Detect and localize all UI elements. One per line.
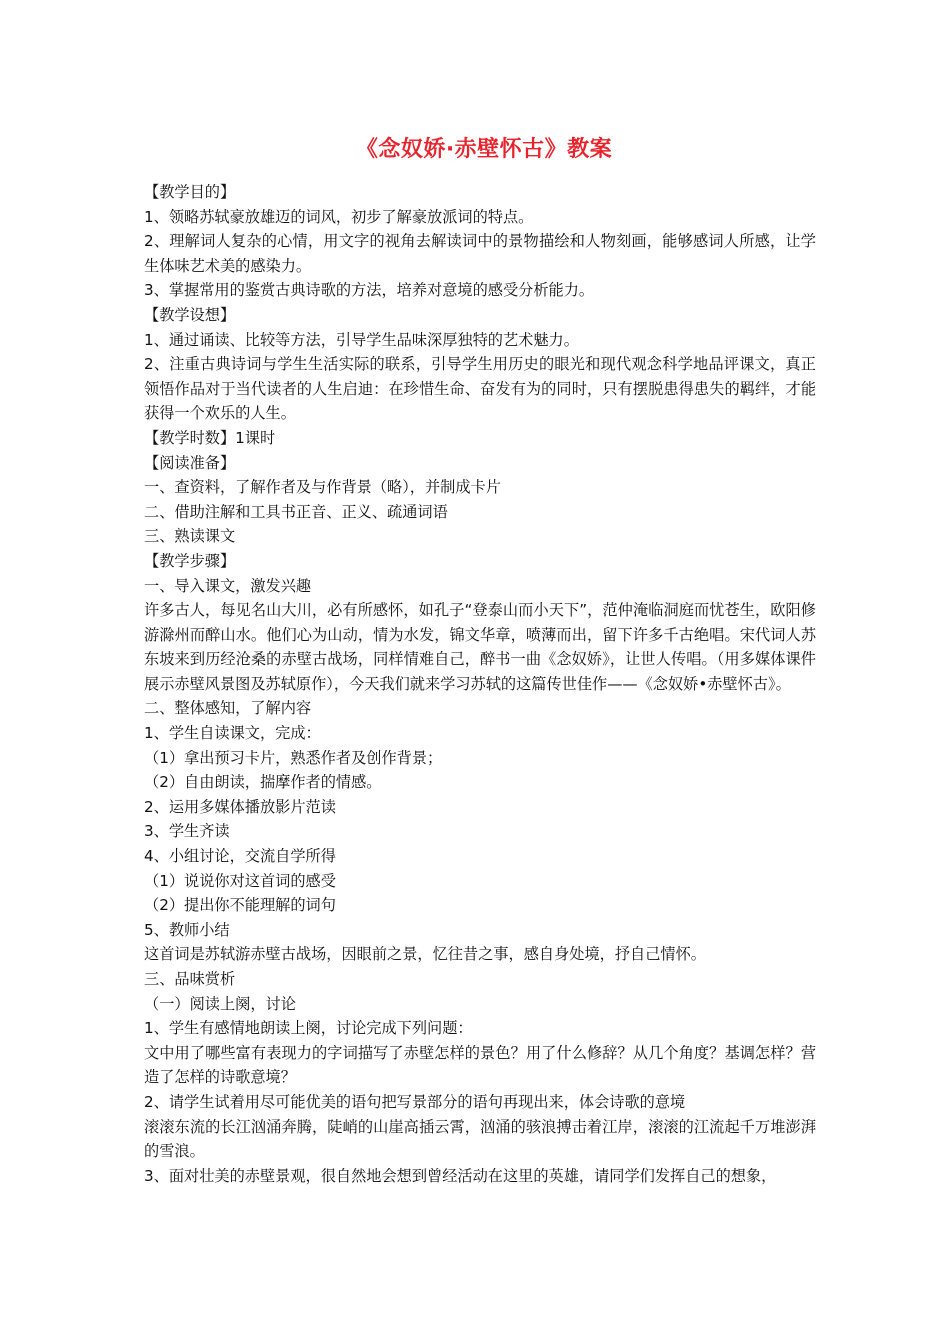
paragraph: 一、导入课文，激发兴趣 xyxy=(144,576,312,595)
paragraph: 滚滚东流的长江汹涌奔腾，陡峭的山崖高插云霄，汹涌的骇浪搏击着江岸，滚滚的江流起千万堆澎湃的雪浪。 xyxy=(144,1117,816,1161)
paragraph: 3、掌握常用的鉴赏古典诗歌的方法，培养对意境的感受分析能力。 xyxy=(144,281,595,300)
paragraph: 二、整体感知，了解内容 xyxy=(144,699,312,718)
paragraph: 3、学生齐读 xyxy=(144,822,230,841)
paragraph: 这首词是苏轼游赤壁古战场，因眼前之景，忆往昔之事，感自身处境，抒自己情怀。 xyxy=(144,945,706,964)
paragraph: 许多古人，每见名山大川，必有所感怀，如孔子“登泰山而小天下”，范仲淹临洞庭而忧苍生，欧阳修游滁州而醉山水。他们心为山动，情为水发，锦文华章，喷薄而出，留下许多千古绝唱。宋代词人苏东坡来到历经沧桑的赤壁古战场，同样情难自己，醉书一曲《念奴娇》，让世人传唱。（用多媒体课件展示赤壁风景图及苏轼原作），今天我们就来学习苏轼的这篇传世佳作——《念奴娇•赤壁怀古》。 xyxy=(144,601,816,693)
paragraph: 2、理解词人复杂的心情，用文字的视角去解读词中的景物描绘和人物刻画，能够感词人所感，让学生体味艺术美的感染力。 xyxy=(144,232,816,275)
section-heading: 【教学时数】1课时 xyxy=(144,428,276,447)
paragraph: 3、面对壮美的赤壁景观，很自然地会想到曾经活动在这里的英雄，请同学们发挥自己的想象， xyxy=(144,1166,777,1185)
paragraph: （2）提出你不能理解的词句 xyxy=(144,896,336,915)
paragraph: （1）说说你对这首词的感受 xyxy=(144,871,336,890)
paragraph: 5、教师小结 xyxy=(144,920,230,939)
paragraph: 2、运用多媒体播放影片范读 xyxy=(144,797,336,816)
paragraph: （一）阅读上阕，讨论 xyxy=(144,994,296,1013)
paragraph: 1、学生自读课文，完成： xyxy=(144,724,321,743)
document-body xyxy=(144,180,816,1188)
paragraph: 二、借助注解和工具书正音、正义、疏通词语 xyxy=(144,502,448,521)
paragraph: 2、注重古典诗词与学生生活实际的联系，引导学生用历史的眼光和现代观念科学地品评课文，真正领悟作品对于当代读者的人生启迪：在珍惜生命、奋发有为的同时，只有摆脱患得患失的羁绊，才能获得一个欢乐的人生。 xyxy=(144,355,816,423)
paragraph: 三、品味赏析 xyxy=(144,970,236,988)
section-heading: 【教学设想】 xyxy=(144,305,236,324)
paragraph: 三、熟读课文 xyxy=(144,527,236,546)
section-heading: 【教学目的】 xyxy=(144,183,236,201)
paragraph: 1、学生有感情地朗读上阕，讨论完成下列问题： xyxy=(144,1019,473,1038)
paragraph: 2、请学生试着用尽可能优美的语句把写景部分的语句再现出来，体会诗歌的意境 xyxy=(144,1092,686,1111)
document-title: 《念奴娇·赤壁怀古》教案 xyxy=(355,137,613,162)
section-heading: 【阅读准备】 xyxy=(144,453,236,472)
paragraph: 1、通过诵读、比较等方法，引导学生品味深厚独特的艺术魅力。 xyxy=(144,330,579,349)
paragraph: 1、领略苏轼豪放雄迈的词风，初步了解豪放派词的特点。 xyxy=(144,207,534,226)
paragraph: 一、查资料，了解作者及与作背景（略），并制成卡片 xyxy=(144,478,501,497)
paragraph: 文中用了哪些富有表现力的字词描写了赤壁怎样的景色？用了什么修辞？从几个角度？基调怎样？营造了怎样的诗歌意境？ xyxy=(144,1043,816,1087)
paragraph: 4、小组讨论，交流自学所得 xyxy=(144,847,336,866)
section-heading: 【教学步骤】 xyxy=(144,551,236,570)
paragraph: （1）拿出预习卡片，熟悉作者及创作背景； xyxy=(144,748,443,767)
paragraph: （2）自由朗读，揣摩作者的情感。 xyxy=(144,773,382,792)
